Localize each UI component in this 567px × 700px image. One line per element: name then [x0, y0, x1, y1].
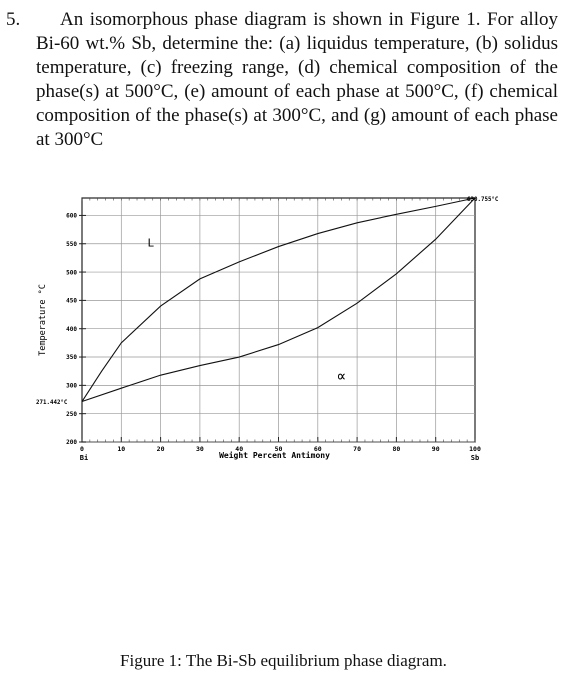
x-tick-label: 40: [235, 445, 244, 453]
x-tick-label: 80: [392, 445, 401, 453]
x-tick-label: 60: [313, 445, 322, 453]
y-tick-label: 350: [66, 354, 77, 362]
x-end-label-sb: Sb: [470, 454, 480, 462]
y-tick-label: 250: [66, 410, 77, 418]
grid: [82, 198, 475, 442]
x-axis-label: Weight Percent Antimony: [219, 451, 330, 460]
labels: [36, 197, 499, 462]
bi-melting-point-label: 271.442°C: [36, 400, 68, 407]
x-tick-label: 10: [117, 445, 126, 453]
x-tick-label: 50: [274, 445, 283, 453]
y-tick-label: 400: [66, 325, 77, 333]
phase-diagram-chart: [0, 184, 567, 474]
sb-melting-point-label: 630.755°C: [467, 197, 499, 203]
x-tick-label: 0: [80, 445, 84, 453]
ticks: [66, 198, 481, 453]
y-tick-label: 600: [66, 212, 77, 220]
y-axis-label: Temperature °C: [38, 284, 48, 356]
liquid-region-label: L: [147, 236, 155, 250]
x-tick-label: 90: [431, 445, 440, 453]
solid-region-label: ∝: [336, 366, 347, 386]
x-tick-label: 20: [156, 445, 165, 453]
question-body: An isomorphous phase diagram is shown in Figure 1. For alloy Bi-60 wt.% Sb, determine the: (a) liquidus temperature, (b) solidus temperature, (c) freezing range, (d) chemical composition of the phase(s) at 500°C, (e) amount of each phase at 500°C, (f) chemical composition of the phase(s) at 300°C, and (g) amount of each phase at 300°C: [36, 9, 558, 150]
y-tick-label: 550: [66, 240, 77, 248]
question-number: 5.: [6, 9, 21, 30]
question-text: [36, 8, 558, 152]
y-tick-label: 500: [66, 269, 77, 277]
y-tick-label: 450: [66, 297, 77, 305]
x-tick-label: 30: [195, 445, 204, 453]
y-tick-label: 300: [66, 382, 77, 390]
y-tick-label: 200: [66, 439, 77, 447]
x-tick-label: 100: [469, 445, 481, 453]
x-tick-label: 70: [353, 445, 362, 453]
phase-diagram-figure: [0, 184, 567, 479]
x-end-label-bi: Bi: [79, 454, 89, 462]
figure-caption: Figure 1: The Bi-Sb equilibrium phase diagram.: [120, 651, 447, 670]
